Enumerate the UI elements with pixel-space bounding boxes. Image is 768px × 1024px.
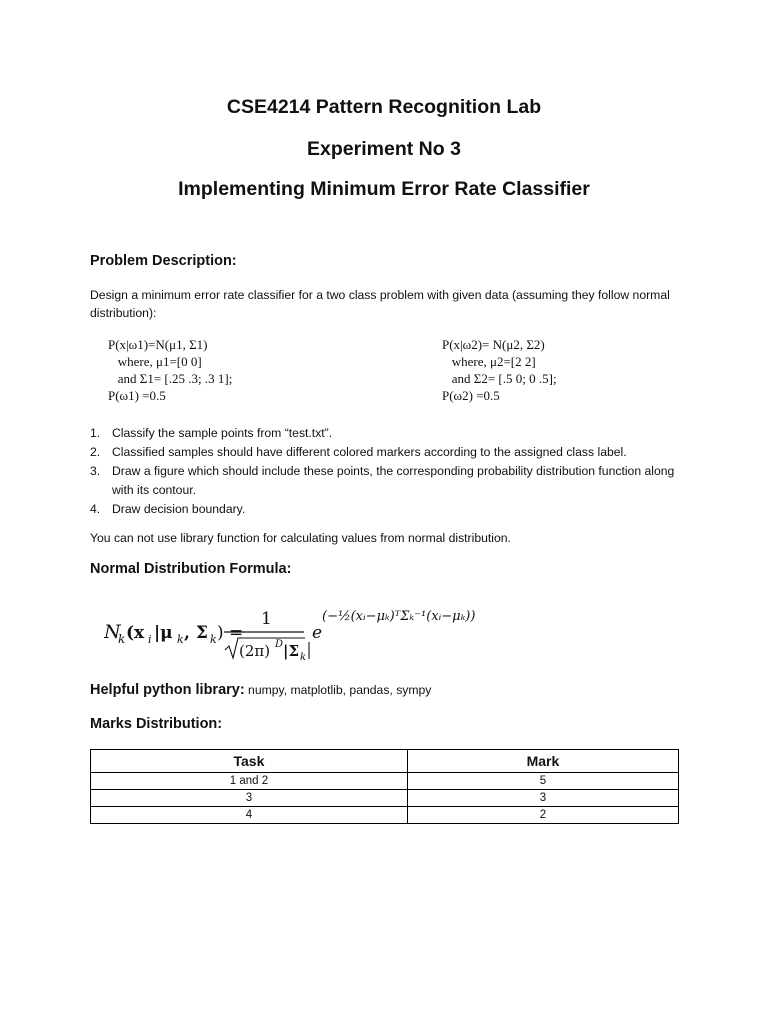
task-text: Classified samples should have different colored markers according to the assigned class label.: [112, 445, 627, 459]
task-cell: 1 and 2: [91, 773, 408, 790]
table-row: [91, 790, 679, 807]
column-header-mark: Mark: [407, 750, 678, 773]
problem-text: Design a minimum error rate classifier for a two class problem with given data (assuming they follow normal distribution):: [90, 288, 670, 320]
class1-line3: and Σ1= [.25 .3; .3 1];: [108, 371, 233, 386]
task-text: Classify the sample points from “test.txt”.: [112, 426, 333, 440]
formula-denominator: (2π): [239, 642, 271, 660]
formula-sigma: , Σ: [184, 623, 208, 643]
helpful-libraries: [90, 682, 431, 698]
table-row: [91, 773, 679, 790]
mark-cell: 2: [407, 807, 678, 824]
helpful-label: Helpful python library:: [90, 682, 245, 698]
class1-line2: where, μ1=[0 0]: [108, 354, 202, 369]
class1-line1: P(x|ω1)=N(μ1, Σ1): [108, 337, 208, 352]
task-item: [90, 500, 690, 519]
class1-line4: P(ω1) =0.5: [108, 388, 166, 403]
marks-heading: Marks Distribution:: [90, 716, 223, 732]
helpful-value: numpy, matplotlib, pandas, sympy: [244, 683, 432, 697]
task-list: [90, 424, 690, 519]
experiment-subtitle: Implementing Minimum Error Rate Classifier: [178, 178, 590, 200]
formula-heading: Normal Distribution Formula:: [90, 561, 292, 577]
task-number: 2.: [90, 445, 101, 459]
class2-params: [442, 336, 557, 404]
task-cell: 3: [91, 790, 408, 807]
task-number: 4.: [90, 502, 101, 516]
task-cell: 4: [91, 807, 408, 824]
normal-distribution-formula: [104, 594, 484, 664]
formula-sub-k4: k: [300, 652, 307, 663]
formula-equals: ) =: [217, 623, 244, 643]
formula-power-D: D: [275, 639, 284, 650]
task-text: Draw decision boundary.: [112, 502, 246, 516]
class1-params: [108, 336, 232, 404]
table-row: [91, 807, 679, 824]
class2-line3: and Σ2= [.5 0; 0 .5];: [442, 371, 557, 386]
formula-sub-k: k: [118, 632, 126, 646]
experiment-title: Experiment No 3: [307, 138, 461, 160]
problem-heading: Problem Description:: [90, 253, 237, 269]
marks-table: [90, 749, 679, 824]
formula-mu: |μ: [154, 623, 173, 643]
formula-sub-k2: k: [177, 633, 184, 646]
formula-numerator: 1: [261, 609, 272, 629]
formula-args: (x: [126, 623, 145, 643]
formula-exponent: (−½(xᵢ−μₖ)ᵀΣₖ⁻¹(xᵢ−μₖ)): [322, 609, 476, 624]
library-note: You can not use library function for calculating values from normal distribution.: [90, 531, 511, 545]
task-item: [90, 424, 690, 443]
class2-line1: P(x|ω2)= N(μ2, Σ2): [442, 337, 545, 352]
task-text: Draw a figure which should include these points, the corresponding probability distribution function along with its contour.: [112, 464, 675, 497]
formula-sub-i: i: [148, 633, 152, 646]
class2-line4: P(ω2) =0.5: [442, 388, 500, 403]
formula-e: e: [312, 623, 323, 643]
task-item: [90, 462, 690, 500]
formula-det: |Σ: [283, 642, 300, 660]
table-header-row: [91, 750, 679, 773]
task-item: [90, 443, 690, 462]
course-title: CSE4214 Pattern Recognition Lab: [226, 96, 542, 118]
mark-cell: 5: [407, 773, 678, 790]
task-number: 1.: [90, 426, 101, 440]
formula-N: N: [104, 621, 121, 643]
class2-line2: where, μ2=[2 2]: [442, 354, 536, 369]
mark-cell: 3: [407, 790, 678, 807]
task-number: 3.: [90, 464, 101, 478]
column-header-task: Task: [91, 750, 408, 773]
formula-sub-k3: k: [210, 633, 217, 646]
